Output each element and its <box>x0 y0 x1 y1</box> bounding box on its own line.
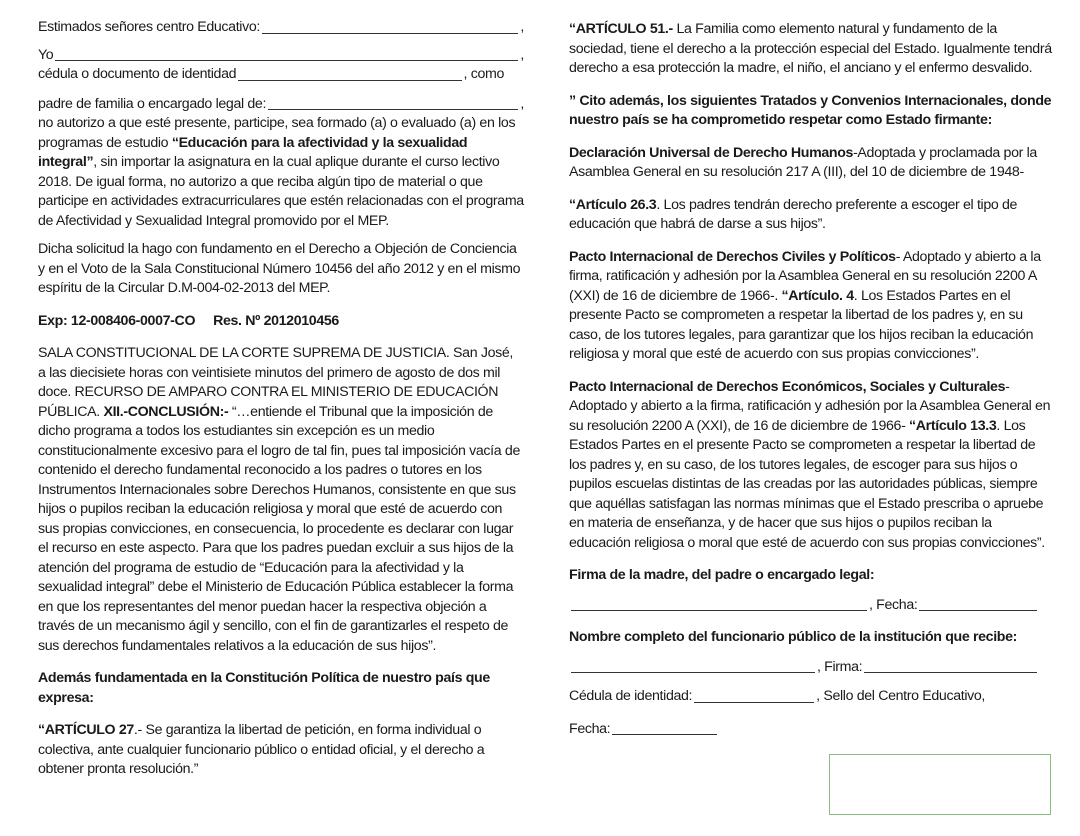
exp-line: Exp: 12-008406-0007-CO Res. Nº 2012010456 <box>38 312 339 329</box>
article-51: “ARTÍCULO 51.- La Familia como elemento natural y fundamento de la sociedad, tiene el derecho a la protección especial del Estado. Igualmente tendrá derecho a esa protección la madre, el niño, el anciano y el enfermo desvalido. <box>569 21 1052 76</box>
name-blank[interactable] <box>55 47 518 61</box>
official-date-blank[interactable] <box>612 721 717 735</box>
como-label: , como <box>463 66 504 82</box>
parent-date-blank[interactable] <box>919 597 1037 611</box>
yo-line: Yo , <box>38 46 524 66</box>
official-cedula-blank[interactable] <box>694 689 814 703</box>
parent-signature-heading: Firma de la madre, del padre o encargado legal: <box>569 567 875 583</box>
civil-rights-pact: Pacto Internacional de Derechos Civiles y Políticos- Adoptado y abierto a la firma, ratificación y adhesión por la Asamblea General en su resolución 2200 A (XXI) de 16 de diciembre de 1966-. “Artículo. 4. Los Estados Partes en el presente Pacto se comprometen a respetar la libertad de los padres y, en su caso, de los tutores legales, para garantizar que los hijos reciban la educación religiosa y moral que esté de acuerdo con sus propias convicciones”. <box>569 248 1041 362</box>
authorization-paragraph: no autorizo a que esté presente, participe, sea formado (a) o evaluado (a) en los programas de estudio “Educación para la afectividad y la sexualidad integral”, sin importar la asignatura en la cual aplique durante el curso lectivo 2018. De igual forma, no autorizo a que reciba algún tipo de material o que participe en actividades extracurriculares que estén relacionadas con el programa de Afectividad y Sexualidad Integral promovido por el MEP. <box>38 115 524 229</box>
treaties-intro: ” Cito además, los siguientes Tratados y Convenios Internacionales, donde nuestro país se ha comprometido respetar como Estado firmante: <box>569 92 1052 128</box>
official-signature-line <box>569 658 1039 678</box>
yo-label: Yo <box>38 46 54 63</box>
cedula-blank[interactable] <box>238 67 461 81</box>
official-signature-blank[interactable] <box>864 659 1037 673</box>
padre-line: padre de familia o encargado legal de: , <box>38 95 524 115</box>
constitution-intro: Además fundamentada en la Constitución Política de nuestro país que expresa: <box>38 670 490 706</box>
firma-label: , Firma: <box>817 658 863 675</box>
cedula-seal-line <box>569 687 1019 707</box>
seal-label: , Sello del Centro Educativo, <box>816 688 986 704</box>
economic-rights-pact: Pacto Internacional de Derechos Económicos, Sociales y Culturales- Adoptado y abierto a la firma, ratificación y adhesión por la Asamblea General en su resolución 2200 A (XXI), de 16 de diciembre de 1966- “Artículo 13.3. Los Estados Partes en el presente Pacto se comprometen a respetar la libertad de los padres y, en su caso, de los tutores legales, de escoger para sus hijos o pupilos escuelas distintas de las creadas por las autoridades públicas, siempre que aquéllas satisfagan las normas mínimas que el Estado prescriba o apruebe en materia de enseñanza, y de hacer que sus hijos o pupilos reciban la educación religiosa o moral que esté de acuerdo con sus propias convicciones”. <box>569 378 1051 551</box>
official-date-label: Fecha: <box>569 720 611 737</box>
padre-label: padre de familia o encargado legal de: <box>38 95 267 112</box>
fecha-label: , Fecha: <box>869 596 918 613</box>
article-27: “ARTÍCULO 27.- Se garantiza la libertad de petición, en forma individual o colectiva, ante cualquier funcionario público o entidad oficial, y el derecho a obtener pronta resolución.” <box>38 722 485 777</box>
parent-signature-blank[interactable] <box>571 597 867 611</box>
seal-box[interactable] <box>829 754 1051 815</box>
ruling-paragraph: SALA CONSTITUCIONAL DE LA CORTE SUPREMA DE JUSTICIA. San José, a las diecisiete horas con veintisiete minutos del primero de agosto de dos mil doce. RECURSO DE AMPARO CONTRA EL MINISTERIO DE EDUCACIÓN PÚBLICA. XII.-CONCLUSIÓN:- “…entiende el Tribunal que la imposición de dicho programa a todos los estudiantes sin excepción es un medio constitucionalmente excesivo para el logro de tal fin, pues tal imposición vacía de contenido el derecho fundamental reconocido a los padres o tutores en los Instrumentos Internacionales sobre Derechos Humanos, consistente en que sus hijos o pupilos reciban la educación religiosa y moral que esté de acuerdo con sus propias convicciones, en consecuencia, lo procedente es declarar con lugar el recurso en este aspecto. Para que los padres puedan excluir a sus hijos de la atención del programa de estudio de “Educación para la afectividad y la sexualidad integral” debe el Ministerio de Educación Pública establecer la forma en que los representantes del menor puedan hacer la respectiva objeción a través de un mecanismo ágil y sencillo, con el fin de garantizarles el respeto de sus derechos fundamentales relativos a la educación de sus hijos”. <box>38 345 520 654</box>
left-column <box>38 18 524 780</box>
program-name: “Educación para la afectividad y la sexualidad integral” <box>38 134 468 170</box>
greeting-label: Estimados señores centro Educativo: <box>38 19 260 35</box>
student-name-blank[interactable] <box>268 96 518 110</box>
greeting-line: Estimados señores centro Educativo: , <box>38 18 524 38</box>
cedula-line <box>38 65 524 85</box>
right-column <box>569 20 1055 739</box>
official-name-blank[interactable] <box>571 659 815 673</box>
official-name-heading: Nombre completo del funcionario público de la institución que recibe: <box>569 629 1018 645</box>
foundation-paragraph: Dicha solicitud la hago con fundamento en el Derecho a Objeción de Conciencia y en el Voto de la Sala Constitucional Número 10456 del año 2012 y en el mismo espíritu de la Circular D.M-004-02-2013 del MEP. <box>38 241 521 296</box>
official-date-line <box>569 720 719 740</box>
school-name-blank[interactable] <box>262 20 518 34</box>
cedula-label: cédula o documento de identidad <box>38 66 237 82</box>
article-26-3: “Artículo 26.3. Los padres tendrán derecho preferente a escoger el tipo de educación que habrá de darse a sus hijos”. <box>569 196 1018 232</box>
parent-signature-line <box>569 596 1039 616</box>
declaration-paragraph: Declaración Universal de Derecho Humanos-Adoptada y proclamada por la Asamblea General en su resolución 217 A (III), del 10 de diciembre de 1948- <box>569 144 1037 180</box>
official-cedula-label: Cédula de identidad: <box>569 688 693 704</box>
